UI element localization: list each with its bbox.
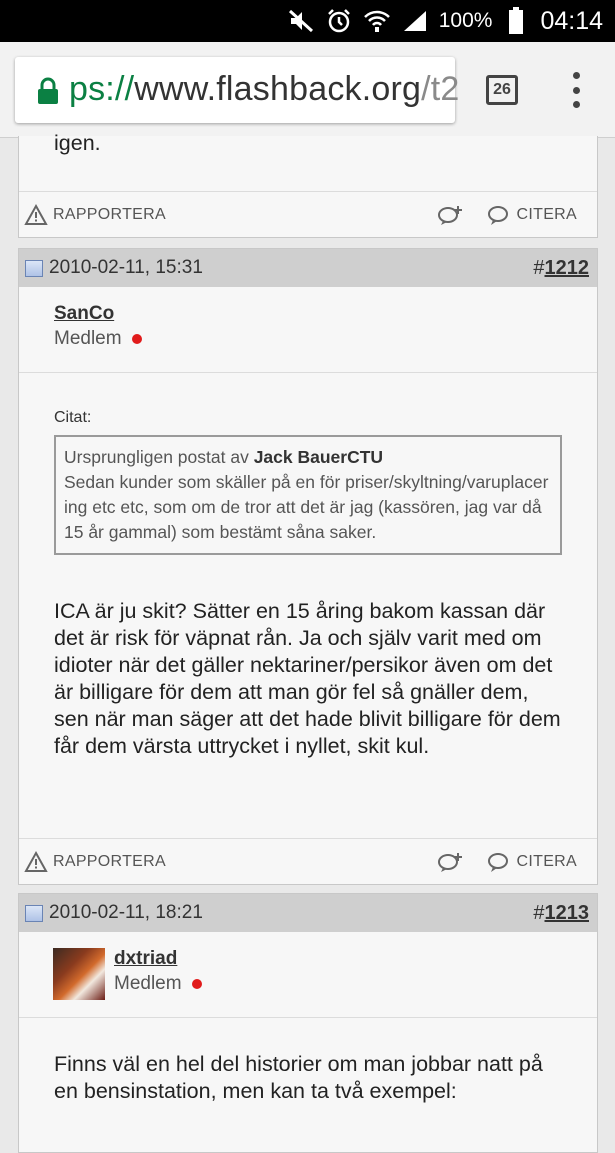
- post-actions: [19, 191, 597, 237]
- username-link[interactable]: SanCo: [54, 303, 115, 324]
- browser-toolbar: [0, 42, 615, 138]
- warning-icon: [25, 205, 47, 225]
- post-number[interactable]: #1213: [533, 901, 589, 924]
- avatar[interactable]: [53, 948, 105, 1000]
- mute-icon: [287, 7, 315, 35]
- post-text: igen.: [54, 131, 101, 155]
- clock: 04:14: [540, 6, 603, 35]
- signal-icon: [401, 7, 429, 35]
- post-text: Finns väl en hel del historier om man jobbar natt på en bensinstation, men kan ta två exempel:: [54, 1052, 543, 1103]
- post-actions: [19, 838, 597, 884]
- battery-percent: 100%: [438, 9, 493, 32]
- previous-post: [18, 131, 598, 238]
- quote-button[interactable]: CITERA: [487, 204, 577, 226]
- lock-icon: [36, 77, 60, 105]
- status-bar: [0, 0, 615, 42]
- forum-post: [18, 248, 598, 885]
- username-link[interactable]: dxtriad: [114, 948, 178, 969]
- post-icon: [25, 260, 43, 277]
- warning-icon: [25, 852, 47, 872]
- tab-switcher-button[interactable]: 26: [486, 75, 518, 105]
- quote-icon: [487, 204, 511, 226]
- overflow-menu-button[interactable]: [568, 72, 584, 108]
- quote-icon: [487, 851, 511, 873]
- quote-button[interactable]: CITERA: [487, 851, 577, 873]
- report-button[interactable]: RAPPORTERA: [25, 205, 166, 225]
- quote-text: Sedan kunder som skäller på en för priser/skyltning/varuplacering etc etc, som om de tror att det är jag (kassören, jag var då 15 år gammal) som bestämt såna saker.: [64, 472, 549, 542]
- post-date: 2010-02-11, 18:21: [49, 902, 203, 923]
- user-role: Medlem: [54, 328, 122, 349]
- user-info: [19, 287, 597, 373]
- online-status-icon: [192, 979, 202, 989]
- post-header: [19, 894, 597, 932]
- multi-quote-button[interactable]: [437, 204, 465, 226]
- multi-quote-button[interactable]: [437, 851, 465, 873]
- quote-label: Citat:: [54, 409, 92, 426]
- battery-icon: [502, 7, 530, 35]
- post-header: [19, 249, 597, 287]
- quote-add-icon: [437, 851, 465, 873]
- wifi-icon: [363, 7, 391, 35]
- quote-add-icon: [437, 204, 465, 226]
- report-button[interactable]: RAPPORTERA: [25, 852, 166, 872]
- post-number[interactable]: #1212: [533, 256, 589, 279]
- user-info: [19, 932, 597, 1018]
- thread-content[interactable]: [0, 131, 615, 1103]
- alarm-icon: [325, 7, 353, 35]
- url-text: ps://www.flashback.org/t2: [69, 70, 460, 108]
- online-status-icon: [132, 334, 142, 344]
- quote-box: Ursprungligen postat av Jack BauerCTU Sedan kunder som skäller på en för priser/skyltning/varuplacering etc etc, som om de tror att det är jag (kassören, jag var då 15 år gammal) som bestämt såna saker.: [54, 435, 562, 555]
- post-text: ICA är ju skit? Sätter en 15 åring bakom kassan där det är risk för väpnat rån. Ja och själv varit med om idioter när det gäller nektariner/persikor även om det är billigare för dem att man gör fel så gnäller dem, sen när man säger att det hade blivit billigare för dem får dem värsta uttrycket i nyllet, skit kul.: [54, 599, 561, 758]
- post-icon: [25, 905, 43, 922]
- forum-post: [18, 893, 598, 1153]
- user-role: Medlem: [114, 973, 182, 994]
- post-date: 2010-02-11, 15:31: [49, 257, 203, 278]
- quote-author: Jack BauerCTU: [253, 447, 384, 467]
- address-bar[interactable]: [15, 57, 460, 123]
